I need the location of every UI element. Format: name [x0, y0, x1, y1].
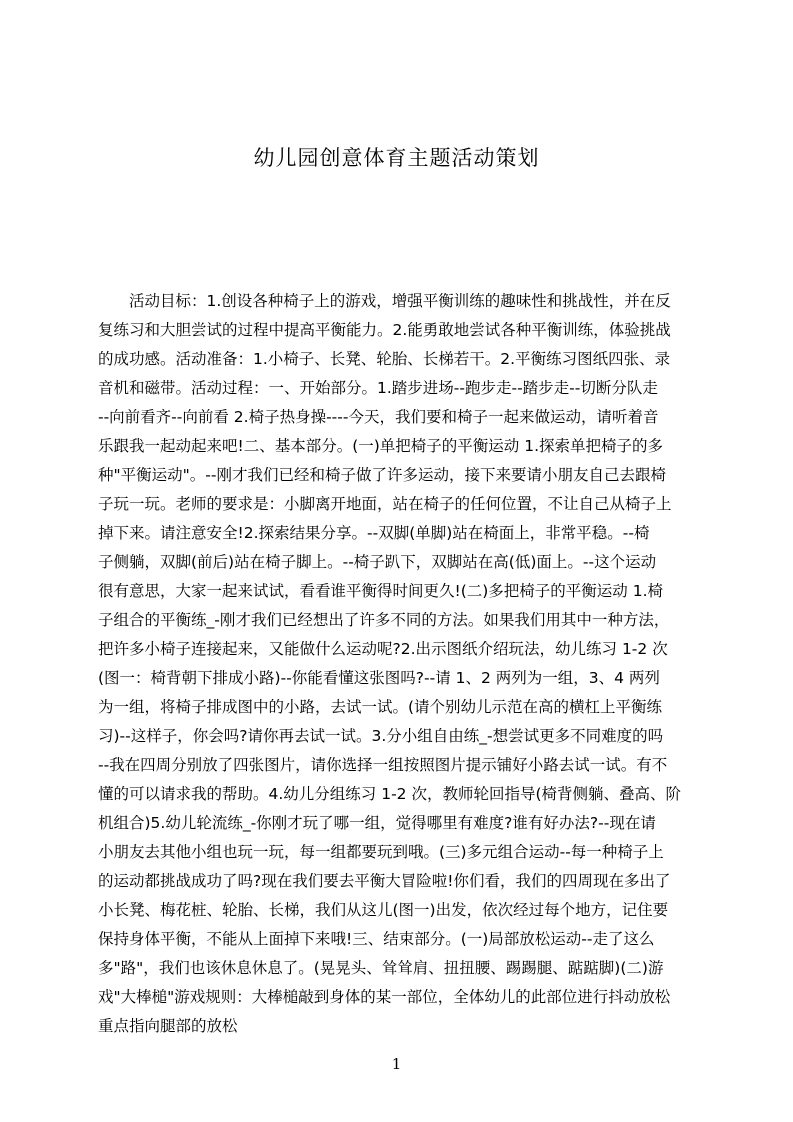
body-line: 保持身体平衡，不能从上面掉下来哦!三、结束部分。(一)局部放松运动--走了这么: [98, 930, 655, 948]
body-line: (图一：椅背朝下排成小路)--你能看懂这张图吗?--请 1、2 两列为一组，3、4 两列: [98, 669, 660, 687]
body-line: 掉下来。请注意安全!2.探索结果分享。--双脚(单脚)站在椅面上，非常平稳。--椅: [98, 524, 650, 542]
body-line: 的运动都挑战成功了吗?现在我们要去平衡大冒险啦!你们看，我们的四周现在多出了: [98, 872, 671, 890]
body-line: 小朋友去其他小组也玩一玩，每一组都要玩到哦。(三)多元组合运动--每一种椅子上: [98, 843, 664, 861]
body-line: 复练习和大胆尝试的过程中提高平衡能力。2.能勇敢地尝试各种平衡训练，体验挑战: [98, 321, 671, 339]
body-line: 乐跟我一起动起来吧!二、基本部分。(一)单把椅子的平衡运动 1.探索单把椅子的多: [98, 437, 664, 455]
body-line: 把许多小椅子连接起来，又能做什么运动呢?2.出示图纸介绍玩法，幼儿练习 1-2 次: [98, 640, 668, 658]
body-line: 种"平衡运动"。--刚才我们已经和椅子做了许多运动，接下来要请小朋友自己去跟椅: [98, 466, 666, 484]
page-number: 1: [391, 1055, 402, 1073]
body-line: --向前看齐--向前看 2.椅子热身操----今天，我们要和椅子一起来做运动，请听着音: [98, 408, 659, 426]
document-body: [98, 291, 698, 1045]
body-line: 音机和磁带。活动过程：一、开始部分。1.踏步进场--跑步走--踏步走--切断分队走: [98, 379, 658, 397]
body-line: 的成功感。活动准备：1.小椅子、长凳、轮胎、长梯若干。2.平衡练习图纸四张、录: [98, 350, 671, 368]
body-line: 重点指向腿部的放松: [98, 1017, 238, 1035]
body-line: 很有意思，大家一起来试试，看看谁平衡得时间更久!(二)多把椅子的平衡运动 1.椅: [98, 582, 664, 600]
body-line: --我在四周分别放了四张图片，请你选择一组按照图片提示铺好小路去试一试。有不: [98, 756, 668, 774]
body-line: 戏"大棒槌"游戏规则：大棒槌敲到身体的某一部位，全体幼儿的此部位进行抖动放松: [98, 988, 671, 1006]
body-line: 小长凳、梅花桩、轮胎、长梯，我们从这儿(图一)出发，依次经过每个地方，记住要: [98, 901, 669, 919]
body-line: 活动目标：1.创设各种椅子上的游戏，增强平衡训练的趣味性和挑战性，并在反: [98, 292, 671, 310]
body-line: 懂的可以请求我的帮助。4.幼儿分组练习 1-2 次，教师轮回指导(椅背侧躺、叠高、阶: [98, 785, 682, 803]
body-line: 子组合的平衡练_-刚才我们已经想出了许多不同的方法。如果我们用其中一种方法，: [98, 611, 670, 629]
body-line: 子玩一玩。老师的要求是：小脚离开地面，站在椅子的任何位置，不让自己从椅子上: [98, 495, 672, 513]
body-line: 机组合)5.幼儿轮流练_-你刚才玩了哪一组，觉得哪里有难度?谁有好办法?--现在请: [98, 814, 656, 832]
body-line: 习)--这样子，你会吗?请你再去试一试。3.分小组自由练_-想尝试更多不同难度的吗: [98, 727, 664, 745]
body-line: 子侧躺，双脚(前后)站在椅子脚上。--椅子趴下，双脚站在高(低)面上。--这个运动: [98, 553, 657, 571]
body-line: 为一组，将椅子排成图中的小路，去试一试。(请个别幼儿示范在高的横杠上平衡练: [98, 698, 663, 716]
document-title: 幼儿园创意体育主题活动策划: [253, 146, 540, 170]
body-line: 多"路"，我们也该休息休息了。(晃晃头、耸耸肩、扭扭腰、踢踢腿、踮踮脚)(二)游: [98, 959, 664, 977]
